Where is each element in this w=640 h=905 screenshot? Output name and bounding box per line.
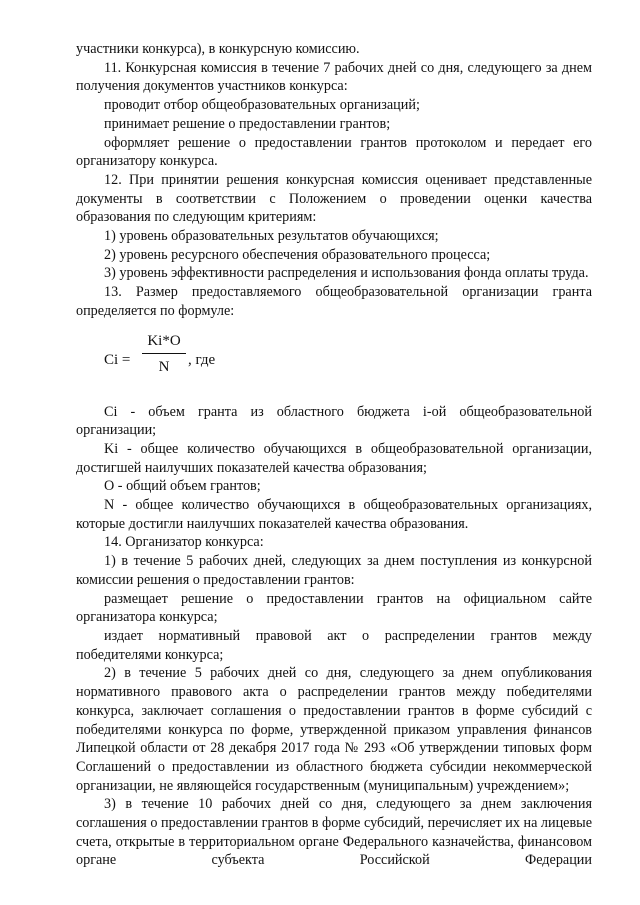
paragraph-14-item-1b: издает нормативный правовой акт о распределении грантов между победителями конкурса; xyxy=(76,627,592,663)
formula-numerator: Ki*O xyxy=(147,332,181,349)
definition-o: О - общий объем грантов; xyxy=(104,478,261,495)
definition-n: N - общее количество обучающихся в общеобразовательных организациях, которые достигли наилучших показателей качества образования. xyxy=(76,497,592,532)
fraction-bar xyxy=(142,353,186,354)
spacer xyxy=(76,395,592,403)
paragraph-14: 14. Организатор конкурса: xyxy=(104,534,264,551)
paragraph-13: 13. Размер предоставляемого общеобразовательной организации гранта определяется по формуле: xyxy=(76,284,592,319)
paragraph-intro-continuation: участники конкурса), в конкурсную комиссию. xyxy=(76,41,360,57)
paragraph-14-item-2: 2) в течение 5 рабочих дней со дня, следующего за днем опубликования нормативного правового акта о распределении грантов между победителями конкурса, заключает соглашения о предоставлении грантов в форме субсидий с победителями конкурса по форме, утвержденной приказом управления финансов Липецкой области от 28 декабря 2017 года № 293 «Об утверждении типовых форм Соглашений о предоставлении из областного бюджета субсидии некоммерческой организации, не являющейся государственным (муниципальным) учреждением»; xyxy=(76,665,592,794)
paragraph-11: 11. Конкурсная комиссия в течение 7 рабочих дней со дня, следующего за днем получения документов участников конкурса: xyxy=(76,59,592,95)
paragraph-12-criterion-3: 3) уровень эффективности распределения и использования фонда оплаты труда. xyxy=(104,265,589,282)
formula-tail: , где xyxy=(188,351,216,368)
paragraph-12-criterion-2: 2) уровень ресурсного обеспечения образовательного процесса; xyxy=(104,246,491,263)
paragraph-14-item-1: 1) в течение 5 рабочих дней, следующих за днем поступления из конкурсной комиссии решения о предоставлении грантов: xyxy=(76,553,592,588)
paragraph-11-item-1: проводит отбор общеобразовательных организаций; xyxy=(104,97,420,114)
formula-lhs: Ci = xyxy=(104,351,131,368)
formula-denominator: N xyxy=(158,358,170,375)
formula-fraction xyxy=(142,331,186,377)
paragraph-12: 12. При принятии решения конкурсная комиссия оценивает представленные документы в соответствии с Положением о проведении оценки качества образования по следующим критериям: xyxy=(76,171,592,226)
paragraph-14-item-1a: размещает решение о предоставлении грантов на официальном сайте организатора конкурса; xyxy=(76,590,592,626)
paragraph-14-item-3: 3) в течение 10 рабочих дней со дня, следующего за днем заключения соглашения о предоставлении грантов в форме субсидий, перечисляет их на лицевые счета, открытые в территориальном органе Федерального казначейства, финансовом органе субъекта Российской Федерации xyxy=(76,796,592,869)
paragraph-11-item-2: принимает решение о предоставлении грантов; xyxy=(104,115,391,132)
paragraph-11-item-3: оформляет решение о предоставлении грантов протоколом и передает его организатору конкурса. xyxy=(76,134,592,170)
definition-ki: Ki - общее количество обучающихся в общеобразовательной организации, достигшей наилучших показателей качества образования; xyxy=(76,440,592,476)
definition-ci: Ci - объем гранта из областного бюджета i-ой общеобразовательной организации; xyxy=(76,403,592,439)
grant-formula xyxy=(76,331,592,389)
document-page xyxy=(76,40,592,870)
paragraph-12-criterion-1: 1) уровень образовательных результатов обучающихся; xyxy=(104,228,439,245)
